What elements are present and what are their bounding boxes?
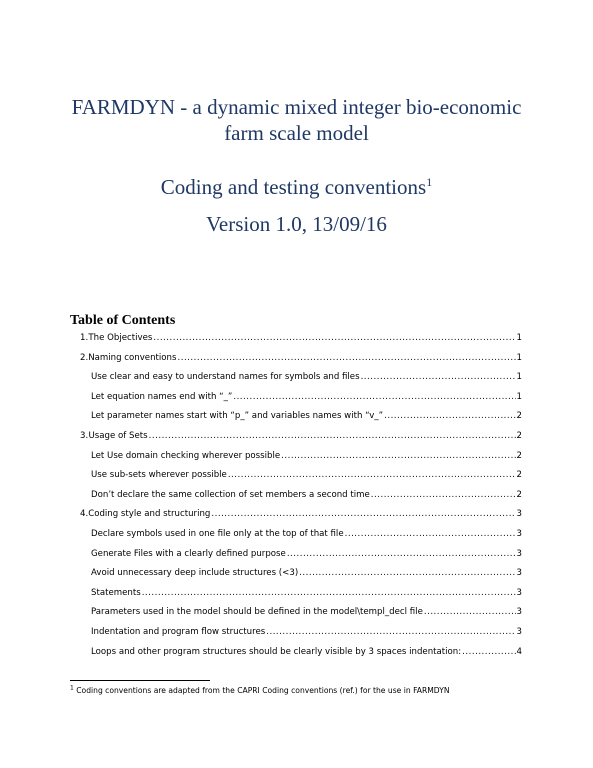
- toc-leader-dots: [345, 529, 516, 539]
- toc-entry-number: 4.: [80, 509, 89, 520]
- toc-entry[interactable]: [91, 372, 522, 386]
- toc-entry[interactable]: [91, 549, 522, 563]
- toc-entry-title: The Objectives: [88, 333, 153, 343]
- toc-leader-dots: [153, 333, 515, 343]
- toc-entry-title: Usage of Sets: [88, 431, 148, 441]
- toc-entry[interactable]: [91, 588, 522, 602]
- toc-entry-page: 1: [516, 352, 522, 363]
- toc-leader-dots: [384, 411, 515, 421]
- toc-leader-dots: [266, 627, 515, 637]
- toc-entry-page: 1: [516, 391, 522, 402]
- toc-entry[interactable]: [91, 470, 522, 484]
- toc-leader-dots: [361, 372, 516, 382]
- footnote-divider: [70, 680, 210, 681]
- subtitle-text: Coding and testing conventions: [160, 175, 427, 199]
- toc-leader-dots: [177, 353, 515, 363]
- toc-entry-page: 3: [516, 568, 522, 579]
- toc-leader-dots: [462, 647, 515, 657]
- toc-entry[interactable]: [91, 490, 522, 504]
- toc-entry-title: Parameters used in the model should be defined in the model\templ_decl file: [91, 607, 423, 618]
- toc-entry-page: 3: [516, 607, 522, 618]
- toc-entry-title: Let equation names end with “_”: [91, 391, 233, 402]
- toc-entry-title: Let parameter names start with “p_” and variables names with “v_”: [91, 411, 384, 422]
- toc-entry-title: Generate Files with a clearly defined purpose: [91, 548, 286, 559]
- toc-entry[interactable]: [91, 607, 522, 621]
- toc-entry-page: 3: [516, 627, 522, 637]
- footnote: [70, 686, 450, 695]
- toc-leader-dots: [371, 490, 516, 500]
- toc-entry[interactable]: [91, 627, 522, 641]
- toc-leader-dots: [299, 568, 515, 578]
- toc-entry-title: Let Use domain checking wherever possible: [91, 450, 281, 461]
- toc-entry-number: 2.: [80, 352, 89, 363]
- toc-entry[interactable]: [80, 431, 522, 445]
- footnote-reference[interactable]: 1: [426, 175, 433, 189]
- toc-entry-title: Statements: [91, 587, 141, 598]
- toc-entry-page: 2: [516, 489, 522, 500]
- toc-heading: Table of Contents: [70, 313, 176, 328]
- toc-entry-page: 2: [516, 450, 522, 461]
- toc-entry-title: Declare symbols used in one file only at the top of that file: [91, 529, 344, 539]
- toc-leader-dots: [424, 607, 516, 617]
- subtitle: [0, 174, 593, 200]
- toc-leader-dots: [228, 470, 516, 480]
- toc-entry-number: 3.: [80, 431, 89, 441]
- title-line-2: farm scale model: [224, 121, 369, 145]
- toc-leader-dots: [281, 451, 515, 461]
- toc-entry-title: Avoid unnecessary deep include structures (<3): [91, 568, 299, 579]
- toc-entry[interactable]: [91, 392, 522, 406]
- toc-entry-title: Loops and other program structures should be clearly visible by 3 spaces indentation:: [91, 646, 462, 657]
- toc-entry-title: Use sub-sets wherever possible: [91, 470, 227, 481]
- toc-leader-dots: [211, 509, 515, 519]
- footnote-text: Coding conventions are adapted from the CAPRI Coding conventions (ref.) for the use in FARMDYN: [76, 686, 450, 695]
- toc-leader-dots: [149, 431, 516, 441]
- toc-entry-page: 3: [516, 548, 522, 559]
- toc-entry[interactable]: [91, 451, 522, 465]
- title-line-1: FARMDYN - a dynamic mixed integer bio-economic: [71, 95, 522, 119]
- toc-entry[interactable]: [91, 411, 522, 425]
- toc-entry-page: 1: [516, 372, 522, 383]
- toc-entry[interactable]: [80, 509, 522, 523]
- footnote-mark: 1: [70, 684, 74, 692]
- toc-entry-title: Use clear and easy to understand names for symbols and files: [91, 372, 360, 383]
- toc-entry-page: 2: [516, 470, 522, 481]
- toc-entry[interactable]: [80, 333, 522, 347]
- toc-entry-page: 1: [516, 333, 522, 343]
- toc-entry-page: 3: [516, 509, 522, 520]
- toc-entry[interactable]: [80, 353, 522, 367]
- toc-leader-dots: [142, 588, 516, 598]
- toc-entry-page: 3: [516, 529, 522, 539]
- toc-entry-title: Naming conventions: [88, 352, 177, 363]
- toc-entry-page: 3: [516, 587, 522, 598]
- toc-leader-dots: [287, 549, 516, 559]
- toc-entry-title: Coding style and structuring: [88, 509, 211, 520]
- version-line: Version 1.0, 13/09/16: [206, 212, 387, 236]
- toc-entry[interactable]: [91, 529, 522, 543]
- toc-entry-page: 2: [516, 431, 522, 441]
- toc-entry-number: 1.: [80, 333, 89, 343]
- toc-entry[interactable]: [91, 568, 522, 582]
- toc-entry-page: 2: [516, 411, 522, 422]
- toc-entry-page: 4: [516, 646, 522, 657]
- toc-entry[interactable]: [91, 647, 522, 661]
- toc-leader-dots: [233, 392, 515, 402]
- toc-entry-title: Don’t declare the same collection of set members a second time: [91, 489, 370, 500]
- toc-entry-title: Indentation and program flow structures: [91, 627, 266, 637]
